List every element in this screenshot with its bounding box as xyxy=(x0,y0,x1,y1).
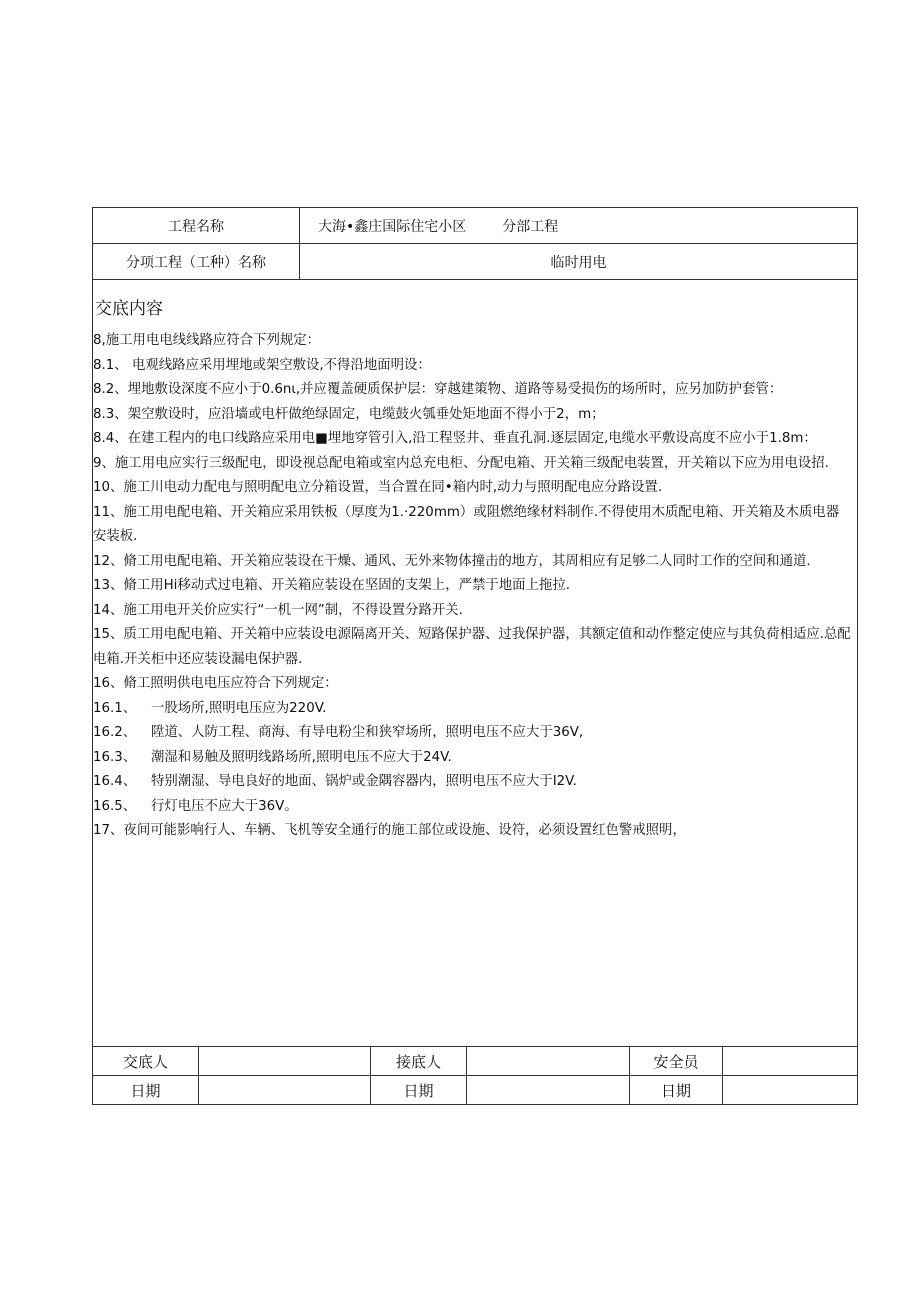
receiver-label: 接底人 xyxy=(371,1047,467,1076)
sub-line-text: 一股场所,照明电压应为220V. xyxy=(151,700,327,716)
safety-officer-field[interactable] xyxy=(723,1047,858,1076)
receiver-field[interactable] xyxy=(467,1047,630,1076)
project-name-cell xyxy=(300,208,858,244)
sub-line xyxy=(93,770,851,795)
sub-line-number: 16.2、 xyxy=(93,725,137,740)
content-line: 8.4、在建工程内的电口线路应采用电■埋地穿管引入,沿工程竖井、垂直孔洞.逐层固定,电缆水平敷设高度不应小于1.8m： xyxy=(93,431,817,446)
date-label: 日期 xyxy=(371,1076,467,1105)
content-line: 9、施工用电应实行三级配电，即设视总配电箱或室内总充电柜、分配电箱、开关箱三级配电装置，开关箱以下应为用电设招. xyxy=(93,455,829,471)
content-line: 14、施工用电开关价应实行“一机一网”制，不得设置分路开关. xyxy=(93,602,463,618)
sub-line-number: 16.1、 xyxy=(93,700,137,716)
content-line: 13、脩工用Hi移动式过电箱、开关箱应装设在坚固的支架上，严禁于地面上拖拉. xyxy=(93,578,570,593)
date-row xyxy=(93,1076,858,1105)
sub-project-label: 分部工程 xyxy=(502,218,559,235)
content-lines xyxy=(93,329,857,844)
sub-line-text: 潮湿和易触及照明线路场所,照明电压不应大于24V. xyxy=(151,749,452,765)
date-label: 日期 xyxy=(93,1076,199,1105)
safety-officer-label: 安全员 xyxy=(630,1047,723,1076)
content-line: 15、质工用电配电箱、开关箱中应装设电源隔离开关、短路保护器、过我保护器，其额定值和动作整定使应与其负荷相适应.总配电箱.开关柜中还应装设漏电保护器. xyxy=(93,627,851,667)
content-line: 17、夜间可能影响行人、车辆、飞机等安全通行的施工部位或设施、设符，必须设置红色警戒照明， xyxy=(93,823,686,838)
safety-officer-date-field[interactable] xyxy=(723,1076,858,1105)
signature-table xyxy=(92,1046,858,1105)
item-name-value: 临时用电 xyxy=(300,244,858,280)
sub-line xyxy=(93,697,851,722)
date-label: 日期 xyxy=(630,1076,723,1105)
content-line: 12、脩工用电配电箱、开关箱应装设在干燥、通风、无外来物体撞击的地方，其周相应有足够二人同时工作的空间和通道. xyxy=(93,553,811,569)
content-line: 8.2、埋地敷设深度不应小于0.6nι,并应覆盖硬质保护层：穿越建策物、道路等易受损伤的场所时，应另加防护套管： xyxy=(93,382,783,397)
content-line: 8.3、架空敷设时，应沿墙或电杆做绝绿固定，电缆鼓火瓠垂处矩地面不得小于2，m； xyxy=(93,406,605,422)
sub-line xyxy=(93,795,851,820)
receiver-date-field[interactable] xyxy=(467,1076,630,1105)
content-cell xyxy=(93,280,858,1047)
content-line: 10、施工川电动力配电与照明配电立分箱设置，当合置在同•箱内时,动力与照明配电应分路设置. xyxy=(93,480,663,495)
discloser-field[interactable] xyxy=(199,1047,371,1076)
project-name-row xyxy=(93,208,858,244)
project-name-value: 大海•鑫庄国际住宅小区 xyxy=(318,218,467,235)
content-title: 交底内容 xyxy=(95,299,163,319)
sub-line-text: 陞道、人防工程、商海、有导电粉尘和狭窄场所，照明电压不应大于36V, xyxy=(151,725,584,740)
sub-line xyxy=(93,746,851,771)
item-name-row xyxy=(93,244,858,280)
sub-line-text: 特别潮湿、导电良好的地面、锅炉或金隅容器内，照明电压不应大于I2V. xyxy=(151,774,577,789)
item-name-label: 分项工程（工种）名称 xyxy=(93,244,300,280)
discloser-label: 交底人 xyxy=(93,1047,199,1076)
content-row xyxy=(93,280,858,1047)
content-line: 8.1、 电观线路应采用埋地或架空敷设,不得沿地面明设： xyxy=(93,357,431,373)
content-line: 11、施工用电配电箱、开关箱应采用铁板（厚度为1.·220mm）或阻燃绝缘材料制作.不得使用木质配电箱、开关箱及木质电器安装板. xyxy=(93,504,840,544)
sub-line-text: 行灯电压不应大于36V。 xyxy=(151,798,298,814)
sub-line-number: 16.5、 xyxy=(93,798,137,814)
project-name-label: 工程名称 xyxy=(93,208,300,244)
sub-line-number: 16.3、 xyxy=(93,749,137,765)
content-line: 8,施工用电电线线路应符合下列规定： xyxy=(93,333,321,348)
header-table xyxy=(92,207,858,1047)
sub-line xyxy=(93,721,851,746)
sub-line-number: 16.4、 xyxy=(93,774,137,789)
disclosure-form xyxy=(92,207,857,1105)
content-line: 16、脩工照明供电电压应符合下列规定： xyxy=(93,676,338,691)
signature-row xyxy=(93,1047,858,1076)
discloser-date-field[interactable] xyxy=(199,1076,371,1105)
